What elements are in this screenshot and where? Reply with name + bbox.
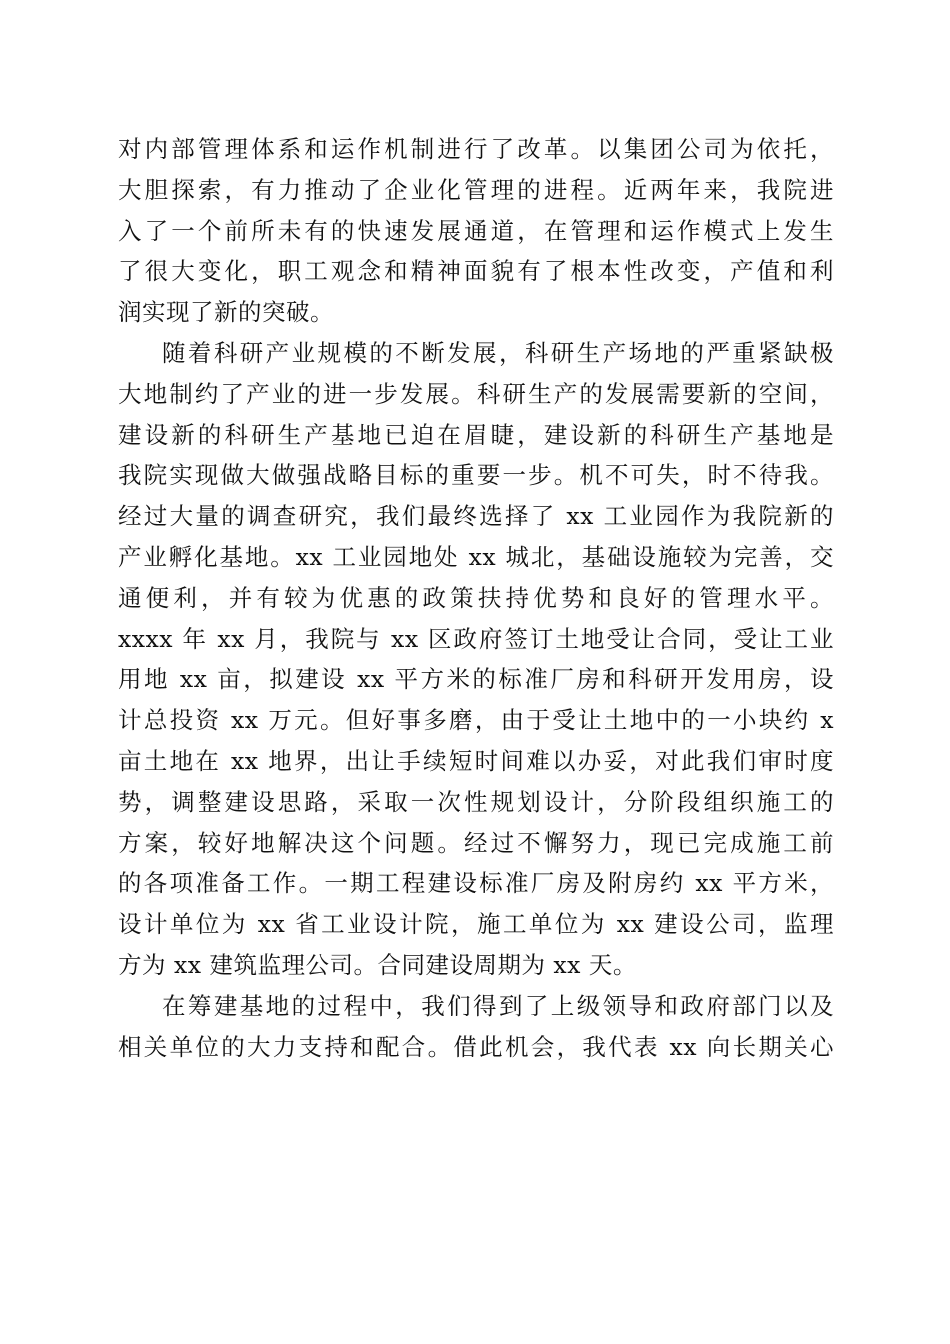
text-line: 用地 xx 亩，拟建设 xx 平方米的标准厂房和科研开发用房，设 xyxy=(118,665,834,694)
paragraph-3 xyxy=(118,986,834,1068)
text-line: 相关单位的大力支持和配合。借此机会，我代表 xx 向长期关心 xyxy=(118,1032,834,1061)
text-line: 在筹建基地的过程中，我们得到了上级领导和政府部门以及 xyxy=(162,991,834,1020)
paragraph-2 xyxy=(118,333,834,986)
text-line: 对内部管理体系和运作机制进行了改革。以集团公司为依托， xyxy=(118,135,834,163)
text-line: 计总投资 xx 万元。但好事多磨，由于受让土地中的一小块约 x xyxy=(118,706,834,735)
text-line: 大地制约了产业的进一步发展。科研生产的发展需要新的空间， xyxy=(118,379,834,408)
text-line: 入了一个前所未有的快速发展通道，在管理和运作模式上发生 xyxy=(118,216,834,245)
text-line: 方案，较好地解决这个问题。经过不懈努力，现已完成施工前 xyxy=(118,828,834,857)
text-line: 大胆探索，有力推动了企业化管理的进程。近两年来，我院进 xyxy=(118,175,834,204)
text-line: 通便利，并有较为优惠的政策扶持优势和良好的管理水平。 xyxy=(118,583,834,612)
text-line: 润实现了新的突破。 xyxy=(118,298,334,327)
text-line: 产业孵化基地。xx 工业园地处 xx 城北，基础设施较为完善，交 xyxy=(118,542,834,571)
text-line: 了很大变化，职工观念和精神面貌有了根本性改变，产值和利 xyxy=(118,257,834,286)
text-line: 的各项准备工作。一期工程建设标准厂房及附房约 xx 平方米， xyxy=(118,869,834,898)
document-body xyxy=(118,129,834,1067)
paragraph-1 xyxy=(118,129,834,333)
text-line: 方为 xx 建筑监理公司。合同建设周期为 xx 天。 xyxy=(118,950,637,979)
text-line: 势，调整建设思路，采取一次性规划设计，分阶段组织施工的 xyxy=(118,787,834,816)
text-line: 亩土地在 xx 地界，出让手续短时间难以办妥，对此我们审时度 xyxy=(118,746,834,775)
text-line: 经过大量的调查研究，我们最终选择了 xx 工业园作为我院新的 xyxy=(118,502,834,531)
text-line: 随着科研产业规模的不断发展，科研生产场地的严重紧缺极 xyxy=(162,338,834,367)
text-line: 设计单位为 xx 省工业设计院，施工单位为 xx 建设公司，监理 xyxy=(118,910,834,939)
text-line: xxxx 年 xx 月，我院与 xx 区政府签订土地受让合同，受让工业 xyxy=(118,624,834,653)
text-line: 我院实现做大做强战略目标的重要一步。机不可失，时不待我。 xyxy=(118,461,834,490)
text-line: 建设新的科研生产基地已迫在眉睫，建设新的科研生产基地是 xyxy=(118,420,834,449)
